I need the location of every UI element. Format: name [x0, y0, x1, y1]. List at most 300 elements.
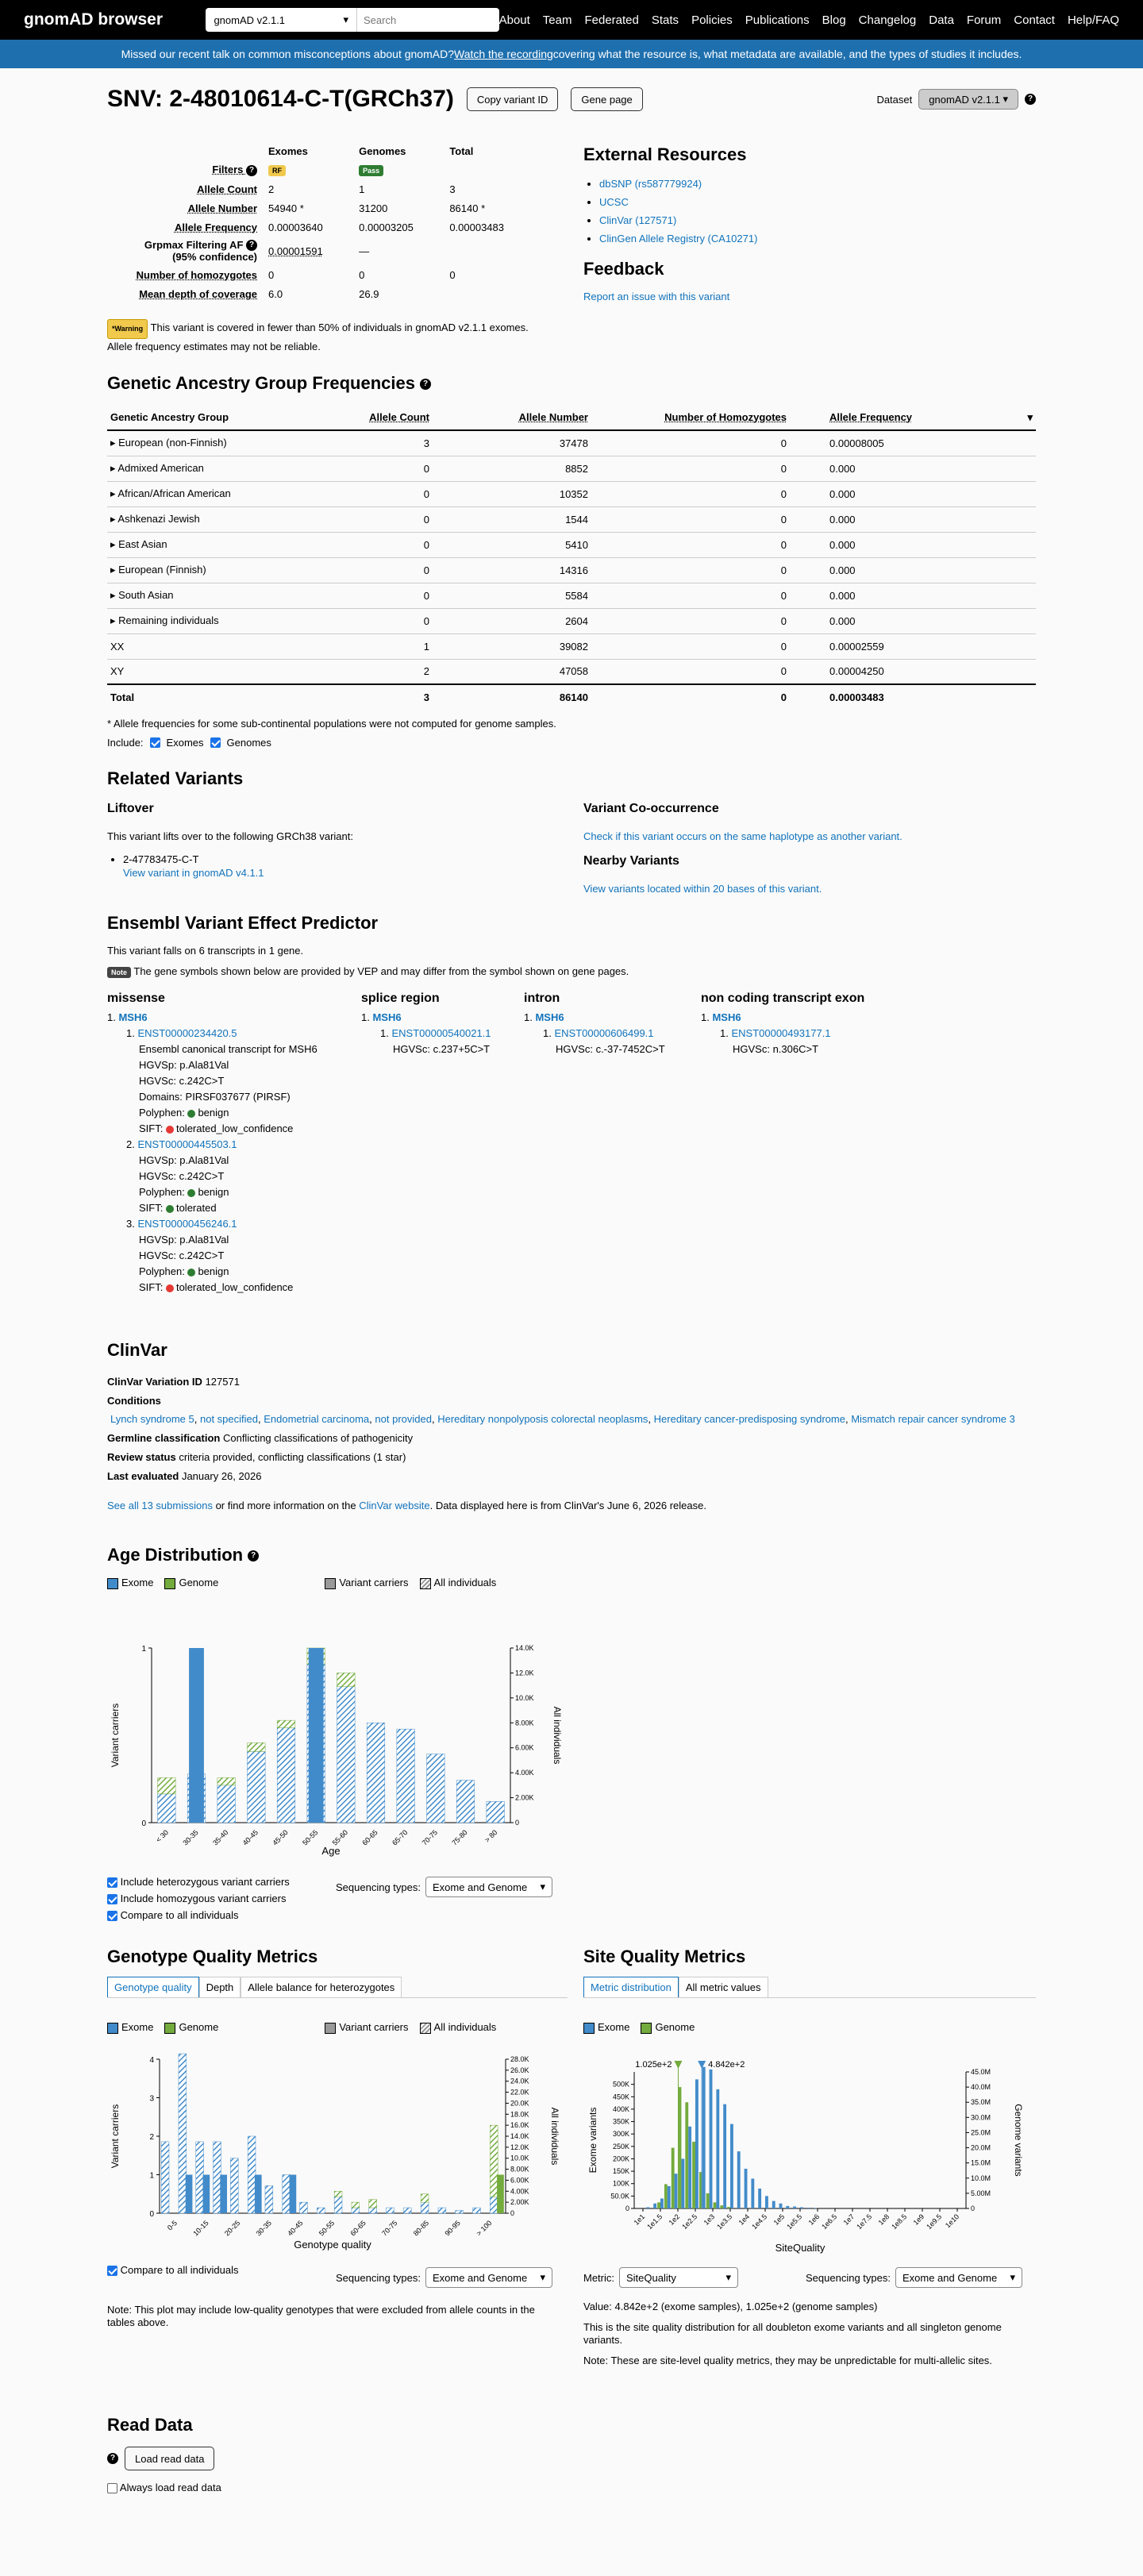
compare-all-checkbox[interactable] [107, 1911, 117, 1921]
polyphen-label: Polyphen: [139, 1107, 185, 1119]
all-individuals-swatch-icon [420, 1578, 431, 1589]
x-tick-label: 1e2 [667, 2212, 682, 2227]
x-tick-label: 1e3 [702, 2212, 717, 2227]
sift-label: SIFT: [139, 1122, 164, 1134]
x-tick-label: 10-15 [191, 2219, 210, 2238]
vep-transcripts-text: This variant falls on 6 transcripts in 1 gene. [107, 945, 304, 957]
dataset-dropdown-value: gnomAD v2.1.1 [929, 93, 1000, 106]
y2-tick-label: 2.00K [510, 2198, 529, 2207]
always-load-checkbox[interactable] [107, 2483, 117, 2493]
exome-bin-bar [675, 2174, 678, 2208]
gene-link[interactable]: MSH6 [372, 1011, 402, 1023]
hgvsp: HGVSp: p.Ala81Val [139, 1234, 229, 1246]
y-tick-label: 450K [612, 2093, 629, 2101]
help-icon[interactable]: ? [248, 1550, 259, 1561]
search-input[interactable]: Search [356, 8, 499, 32]
tab-genotype-quality[interactable]: Genotype quality [107, 1977, 199, 1997]
sq-seq-types [806, 2267, 1022, 2288]
x-tick-label: 70-75 [380, 2219, 399, 2238]
cell[interactable] [107, 532, 345, 557]
announcement-banner [0, 40, 1143, 68]
legend-genome [164, 2021, 218, 2034]
x-tick-label: 75-80 [450, 1828, 469, 1847]
all-individuals-exome-bar [337, 1687, 356, 1823]
clinvar-id: 127571 [205, 1376, 240, 1388]
filters-label: Filters [212, 164, 244, 176]
age-chart [107, 1600, 568, 1862]
hgvsp: HGVSp: p.Ala81Val [139, 1059, 229, 1071]
dbsnp-link[interactable]: dbSNP (rs587779924) [599, 178, 702, 190]
het-carriers-checkbox[interactable] [107, 1877, 117, 1888]
cell: 0 [345, 583, 433, 608]
cell: 39082 [433, 633, 591, 659]
cooccurrence-link[interactable]: Check if this variant occurs on the same haplotype as another variant. [583, 830, 902, 842]
read-data-controls [107, 2447, 214, 2470]
x-tick-label: 1e2.5 [680, 2212, 699, 2231]
y-tick-label: 0 [149, 2210, 154, 2219]
expand-caret-icon[interactable]: ▸ [110, 589, 119, 601]
col-header[interactable] [790, 405, 1036, 430]
cell: 3 [449, 183, 456, 195]
sq-metric [583, 2267, 738, 2288]
transcript-link[interactable]: ENST00000445503.1 [137, 1138, 237, 1150]
row-label [107, 237, 268, 265]
hgvsp: HGVSp: p.Ala81Val [139, 1154, 229, 1166]
chevron-down-icon: ▾ [1010, 2271, 1015, 2283]
group-label: South Asian [118, 589, 174, 601]
nav-link-team[interactable]: Team [542, 13, 572, 27]
y2-tick-label: 40.0M [971, 2083, 991, 2092]
cell[interactable] [107, 456, 345, 481]
transcript-link[interactable]: ENST00000540021.1 [391, 1027, 491, 1039]
y2-tick-label: 8.00K [515, 1719, 534, 1727]
legend-label: Genome [179, 2021, 219, 2033]
genome-bin-bar [685, 2102, 688, 2208]
condition-link[interactable]: Endometrial carcinoma [264, 1413, 370, 1425]
clinvar-website-link[interactable]: ClinVar website [359, 1500, 430, 1511]
filter-badge-pass: Pass [359, 165, 383, 176]
nav-link-data[interactable]: Data [929, 13, 954, 27]
cell: 0 [591, 583, 790, 608]
review-label: Review status [107, 1451, 176, 1463]
clingen-link[interactable]: ClinGen Allele Registry (CA10271) [599, 233, 758, 245]
col-genomes: Genomes [359, 144, 406, 157]
legend-exome [583, 2021, 629, 2034]
sift-value: tolerated_low_confidence [175, 1122, 294, 1134]
cell: 0.00004250 [790, 659, 1036, 684]
cell: 2 [268, 183, 275, 195]
y-tick-label: 200K [612, 2154, 629, 2163]
table-row-total [107, 684, 1036, 710]
nav-link-stats[interactable]: Stats [651, 13, 679, 27]
seq-types-select[interactable] [425, 2267, 552, 2288]
y2-tick-label: 12.0K [510, 2143, 529, 2151]
cell: — [359, 245, 370, 257]
cell[interactable] [107, 506, 345, 532]
load-read-data-button[interactable]: Load read data [125, 2447, 214, 2470]
y-tick-label: 150K [612, 2167, 629, 2176]
cell: 0 [345, 557, 433, 583]
x-axis-label: SiteQuality [775, 2242, 826, 2254]
cooccurrence-title: Variant Co-occurrence [583, 802, 719, 815]
exome-bin-bar [695, 2079, 698, 2208]
x-tick-label: 70-75 [420, 1828, 440, 1847]
table-row [107, 532, 1036, 557]
tab-all-metric-values[interactable]: All metric values [679, 1977, 768, 1997]
all-individuals-genome-bar [217, 1777, 236, 1785]
external-resources-title: External Resources [583, 144, 747, 164]
y2-tick-label: 18.0K [510, 2110, 529, 2119]
all-individuals-genome-bar [248, 1742, 266, 1751]
col-header[interactable]: Allele Count [345, 405, 433, 430]
cell[interactable] [107, 608, 345, 633]
legend-exome [107, 2021, 153, 2034]
y-tick-label: 1 [141, 1645, 146, 1654]
cell: 1 [345, 633, 433, 659]
y-tick-label: 250K [612, 2142, 629, 2151]
legend-genome [641, 2021, 695, 2034]
sift-label: SIFT: [139, 1202, 164, 1214]
exome-bin-bar [702, 2067, 706, 2208]
help-icon[interactable]: ? [246, 165, 257, 176]
all-individuals-exome-bar [248, 2136, 256, 2213]
see-all-submissions-link[interactable]: See all 13 submissions [107, 1500, 213, 1511]
grpmax-label: Grpmax Filtering AF [144, 238, 244, 251]
cell: 47058 [433, 659, 591, 684]
exome-bin-bar [737, 2151, 741, 2208]
vep-missense: missense 1. MSH6 1. ENST00000234420.5 Ensembl canonical transcript for MSH6 HGVSp: p.Ala81Val HGVSc: c.242C>T Domains: PIRSF037677 (PIRSF) Polyphen: benign SIFT: tolerated_low_confidence 2. ENST00000445503.1 HGVSp: p.Ala81Val HGVSc: c.242C>T Polyphen: benign SIFT: tolerated 3. ENST00000456246.1 HGVSp: p.Ala81Val HGVSc: c.242C>T Polyphen: benign SIFT: tolerated_low_confidence [107, 991, 345, 1296]
genome-bin-bar [672, 2148, 675, 2208]
cell: XX [107, 633, 345, 659]
y2-tick-label: 5.00M [971, 2189, 991, 2197]
x-tick-label: 1e5.5 [785, 2212, 804, 2231]
expand-caret-icon[interactable]: ▸ [110, 487, 118, 499]
carrier-exome-bar [220, 2175, 227, 2214]
transcript-link[interactable]: ENST00000234420.5 [137, 1027, 237, 1039]
cell: 14316 [433, 557, 591, 583]
germline-label: Germline classification [107, 1432, 221, 1444]
exome-bin-bar [758, 2189, 761, 2208]
x-tick-label: 65-70 [391, 1828, 410, 1847]
all-individuals-genome-bar [369, 2200, 377, 2208]
all-individuals-genome-bar [277, 1720, 295, 1727]
seq-label: Sequencing types: [806, 2271, 891, 2284]
sq-chart [583, 2040, 1036, 2254]
group-label: East Asian [118, 538, 167, 550]
transcript-link[interactable]: ENST00000456246.1 [137, 1218, 237, 1230]
genome-bin-bar [714, 2202, 717, 2208]
all-individuals-genome-bar [337, 1673, 356, 1686]
tab-depth[interactable]: Depth [199, 1977, 241, 1997]
polyphen-value: benign [198, 1186, 229, 1198]
cell[interactable] [107, 430, 345, 456]
x-tick-label: 1e4.5 [750, 2212, 769, 2231]
cell[interactable] [107, 481, 345, 506]
cell: 0.00003483 [449, 221, 504, 233]
cell: 0 [345, 506, 433, 532]
all-individuals-exome-bar [490, 2197, 498, 2213]
exome-swatch-icon [107, 1578, 118, 1589]
exome-bin-bar [716, 2089, 719, 2208]
nav-link-contact[interactable]: Contact [1014, 13, 1055, 27]
ancestry-title-text: Genetic Ancestry Group Frequencies [107, 373, 415, 393]
help-icon[interactable]: ? [246, 240, 257, 251]
expand-caret-icon[interactable]: ▸ [110, 437, 119, 449]
cell: 31200 [359, 202, 388, 214]
x-tick-label: < 30 [154, 1828, 171, 1844]
col-header[interactable]: Allele Number [433, 405, 591, 430]
group-label: European (Finnish) [118, 564, 206, 576]
clinvar-link[interactable]: ClinVar (127571) [599, 214, 677, 226]
x-tick-label: 45-50 [271, 1828, 290, 1847]
table-row [107, 608, 1036, 633]
warning-dot-icon [166, 1284, 174, 1292]
checkbox-label: Compare to all individuals [120, 1909, 239, 1921]
dataset-dropdown[interactable]: gnomAD v2.1.1 ▾ [918, 89, 1018, 110]
all-individuals-exome-bar [397, 1729, 415, 1823]
transcript-link[interactable]: ENST00000493177.1 [731, 1027, 831, 1039]
nav-link-changelog[interactable]: Changelog [858, 13, 917, 27]
group-label: Admixed American [117, 462, 204, 474]
help-icon[interactable]: ? [1025, 94, 1036, 105]
nearby-variants-link[interactable]: View variants located within 20 bases of this variant. [583, 883, 822, 895]
exome-bin-bar [786, 2206, 789, 2208]
condition-link[interactable]: Mismatch repair cancer syndrome 3 [851, 1413, 1015, 1425]
seq-types-select[interactable] [895, 2267, 1022, 2288]
exomes-checkbox[interactable] [150, 737, 160, 748]
coverage-warning [107, 319, 552, 354]
hgvsc: HGVSc: n.306C>T [733, 1043, 819, 1055]
gene-link[interactable]: MSH6 [712, 1011, 741, 1023]
transcript-link[interactable]: ENST00000606499.1 [554, 1027, 654, 1039]
benign-dot-icon [187, 1269, 195, 1276]
y2-tick-label: 25.0M [971, 2128, 991, 2137]
carrier-exome-bar [255, 2175, 262, 2214]
grpmax-sub: (95% confidence) [172, 251, 258, 264]
cell: 8852 [433, 456, 591, 481]
cell[interactable] [107, 557, 345, 583]
cell: 0.000 [790, 481, 1036, 506]
exome-bin-bar [793, 2206, 796, 2208]
all-individuals-exome-bar [217, 1785, 236, 1823]
liftover-link[interactable]: View variant in gnomAD v4.1.1 [123, 867, 264, 879]
y-tick-label: 0 [625, 2204, 629, 2212]
related-variants-title: Related Variants [107, 768, 244, 788]
cell: 5410 [433, 532, 591, 557]
age-title [107, 1545, 259, 1565]
y-axis-label: Exome variants [587, 2107, 598, 2174]
nav-link-about[interactable]: About [498, 13, 530, 27]
hgvsc: HGVSc: c.242C>T [139, 1170, 225, 1182]
cell: 0 [345, 532, 433, 557]
cell: 1544 [433, 506, 591, 532]
nav-link-publications[interactable]: Publications [745, 13, 810, 27]
y-tick-label: 100K [612, 2179, 629, 2188]
cell: 0 [345, 481, 433, 506]
help-icon[interactable]: ? [107, 2453, 118, 2464]
cell: 0.000 [790, 557, 1036, 583]
expand-caret-icon[interactable]: ▸ [110, 538, 119, 550]
table-row [107, 583, 1036, 608]
nav-link-forum[interactable]: Forum [966, 13, 1002, 27]
table-row [107, 506, 1036, 532]
metric-select[interactable] [619, 2267, 738, 2288]
banner-link[interactable]: Watch the recording [454, 48, 553, 60]
help-icon[interactable]: ? [420, 379, 431, 390]
vep-noncoding-exon: non coding transcript exon 1. MSH6 1. ENST00000493177.1 HGVSc: n.306C>T [701, 991, 907, 1057]
condition-link[interactable]: not provided [375, 1413, 432, 1425]
x-tick-label: 1e6 [806, 2212, 822, 2227]
expand-caret-icon[interactable]: ▸ [110, 614, 119, 626]
legend-exome [107, 1577, 153, 1589]
hom-carriers-checkbox[interactable] [107, 1894, 117, 1904]
exome-swatch-icon [583, 2023, 595, 2034]
x-tick-label: 1e9.5 [925, 2212, 944, 2231]
y2-tick-label: 26.0K [510, 2066, 529, 2074]
all-individuals-genome-bar [490, 2125, 498, 2197]
all-individuals-exome-bar [317, 2208, 325, 2213]
legend-label: Exome [121, 2021, 154, 2033]
gene-page-button[interactable]: Gene page [571, 87, 642, 111]
y2-tick-label: 15.0M [971, 2158, 991, 2167]
seq-value: Exome and Genome [902, 2271, 998, 2284]
cell[interactable] [107, 583, 345, 608]
cell: 0.00003640 [268, 221, 323, 233]
seq-label: Sequencing types: [336, 1881, 421, 1893]
vep-intron: intron 1. MSH6 1. ENST00000606499.1 HGVSc: c.-37-7452C>T [524, 991, 698, 1057]
col-header-text: Allele Frequency [829, 410, 913, 423]
x-axis-label: Age [321, 1845, 341, 1857]
carriers-swatch-icon [325, 2023, 336, 2034]
include-controls [107, 737, 271, 749]
nav-link-blog[interactable]: Blog [822, 13, 846, 27]
tab-metric-distribution[interactable]: Metric distribution [583, 1977, 679, 1997]
y-tick-label: 350K [612, 2117, 629, 2126]
exome-bin-bar [710, 2070, 713, 2208]
all-individuals-exome-bar [367, 1723, 385, 1823]
copy-variant-id-button[interactable]: Copy variant ID [467, 87, 559, 111]
x-tick-label: 1e1 [632, 2212, 647, 2227]
exome-bin-bar [730, 2124, 733, 2208]
genome-bin-bar [720, 2205, 723, 2208]
col-header[interactable]: Genetic Ancestry Group [107, 405, 345, 430]
sq-tabs [583, 1977, 1036, 1998]
cell: 0 [591, 532, 790, 557]
all-individuals-exome-bar [387, 2208, 394, 2213]
carriers-swatch-icon [325, 1578, 336, 1589]
vep-note [107, 965, 629, 978]
cell: 0.000 [790, 583, 1036, 608]
gq-note: Note: This plot may include low-quality genotypes that were excluded from allele counts in the tables above. [107, 2304, 535, 2328]
evaluated-label: Last evaluated [107, 1470, 179, 1482]
x-tick-label: 50-55 [301, 1828, 320, 1847]
expand-caret-icon[interactable]: ▸ [110, 462, 118, 474]
x-tick-label: 35-40 [211, 1828, 230, 1847]
seq-types-select[interactable] [425, 1877, 552, 1897]
nav-link-policies[interactable]: Policies [691, 13, 733, 27]
report-issue-link[interactable]: Report an issue with this variant [583, 291, 730, 302]
genomes-checkbox[interactable] [210, 737, 221, 748]
y2-tick-label: 10.0K [515, 1693, 534, 1702]
row-label: Allele Frequency [174, 221, 258, 233]
cell: 0 [591, 481, 790, 506]
col-header[interactable]: Number of Homozygotes [591, 405, 790, 430]
x-tick-label: 30-35 [181, 1828, 200, 1847]
condition-link[interactable]: Hereditary cancer-predisposing syndrome [653, 1413, 845, 1425]
y-tick-label: 400K [612, 2104, 629, 2113]
warning-dot-icon [166, 1126, 174, 1134]
tab-allele-balance[interactable]: Allele balance for heterozygotes [241, 1977, 402, 1997]
compare-all-checkbox[interactable] [107, 2266, 117, 2276]
legend-label: Variant carriers [339, 1577, 409, 1588]
carrier-exome-bar [309, 1648, 324, 1823]
y2-tick-label: 20.0K [510, 2099, 529, 2108]
x-tick-label: 1e1.5 [645, 2212, 664, 2231]
x-tick-label: 90-95 [443, 2219, 462, 2238]
gene-link[interactable]: MSH6 [535, 1011, 564, 1023]
condition-link[interactable]: Hereditary nonpolyposis colorectal neoplasms [437, 1413, 648, 1425]
legend-carriers [325, 1577, 408, 1589]
x-tick-label: 0-5 [165, 2219, 179, 2232]
warning-badge: *Warning [107, 319, 148, 339]
condition-link[interactable]: Lynch syndrome 5 [110, 1413, 194, 1425]
nav-link-federated[interactable]: Federated [584, 13, 639, 27]
external-links-list [583, 175, 1028, 248]
y-tick-label: 1 [149, 2171, 154, 2181]
exome-swatch-icon [107, 2023, 118, 2034]
y-tick-label: 300K [612, 2130, 629, 2139]
cell[interactable]: 0.00001591 [268, 245, 323, 257]
y2-tick-label: 0 [510, 2209, 515, 2217]
all-individuals-exome-bar [248, 1751, 266, 1823]
all-individuals-genome-bar [158, 1777, 176, 1793]
group-label: European (non-Finnish) [118, 437, 227, 449]
all-individuals-exome-bar [352, 2208, 360, 2213]
y2-tick-label: 0 [971, 2204, 976, 2212]
legend-label: All individuals [433, 1577, 497, 1588]
polyphen-value: benign [198, 1107, 229, 1119]
cell: XY [107, 659, 345, 684]
clinvar-text: or find more information on the [212, 1500, 360, 1511]
cell: 2 [345, 659, 433, 684]
nav-link-help[interactable]: Help/FAQ [1067, 13, 1119, 27]
consequence-title: non coding transcript exon [701, 992, 865, 1005]
y2-tick-label: 28.0K [510, 2055, 529, 2063]
all-individuals-exome-bar [196, 2142, 204, 2213]
cell: 0 [591, 506, 790, 532]
legend-label: Genome [179, 1577, 219, 1588]
cell: 0 [591, 608, 790, 633]
y2-tick-label: 22.0K [510, 2088, 529, 2097]
condition-link[interactable]: not specified [199, 1413, 258, 1425]
expand-caret-icon[interactable]: ▸ [110, 564, 119, 576]
expand-caret-icon[interactable]: ▸ [110, 513, 118, 525]
dataset-select[interactable] [206, 8, 356, 32]
cell: 0 [591, 684, 790, 710]
all-individuals-exome-bar [438, 2208, 446, 2213]
exome-bin-bar [800, 2207, 803, 2208]
brand-logo[interactable]: gnomAD browser [24, 10, 164, 29]
genomes-checkbox-label: Genomes [226, 737, 271, 749]
ucsc-link[interactable]: UCSC [599, 196, 629, 208]
exome-bin-bar [745, 2169, 748, 2208]
all-individuals-genome-bar [352, 2202, 360, 2208]
seq-value: Exome and Genome [432, 1881, 528, 1893]
cell: 0 [345, 456, 433, 481]
genome-bin-bar [706, 2193, 710, 2208]
include-label: Include: [107, 737, 144, 749]
gene-link[interactable]: MSH6 [118, 1011, 148, 1023]
